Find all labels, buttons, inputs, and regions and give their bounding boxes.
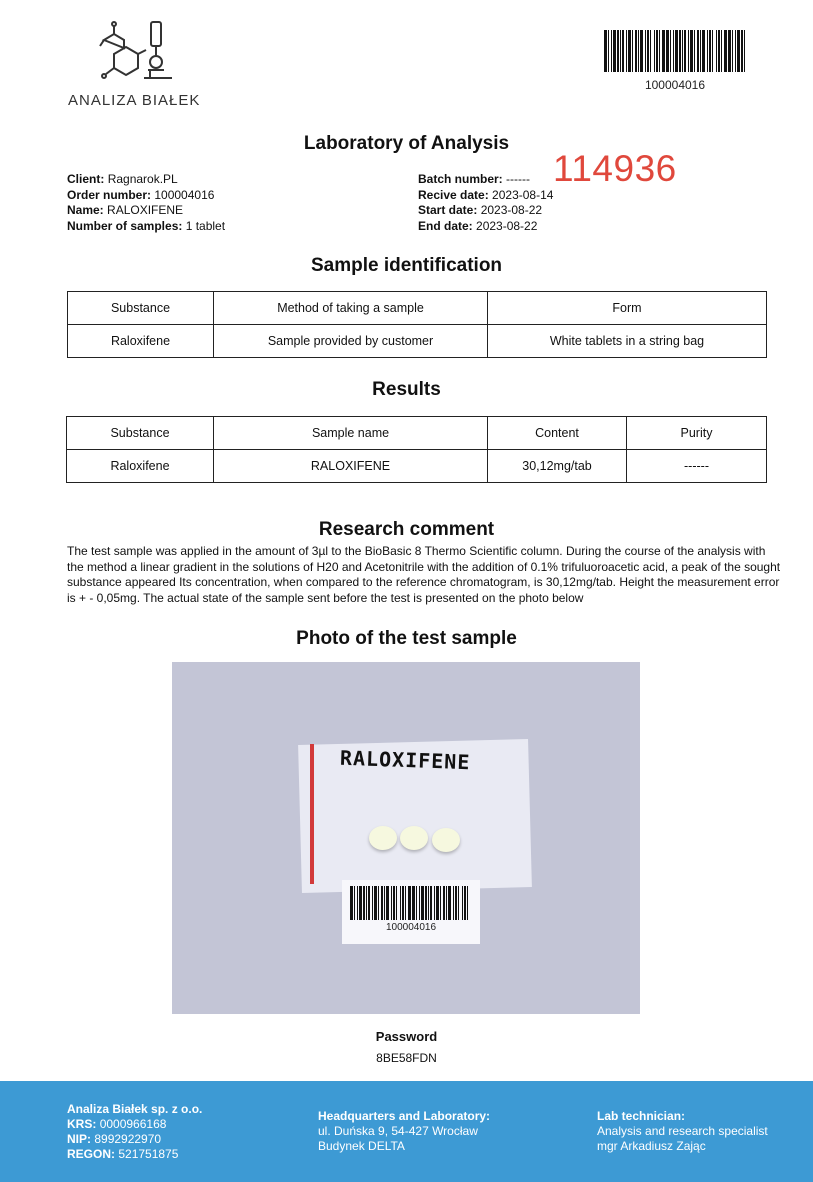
barcode-bar <box>462 886 463 920</box>
bag-seal-stripe <box>310 744 314 884</box>
table-cell: Raloxifene <box>67 450 214 483</box>
barcode-bar <box>632 30 633 72</box>
barcode-bar <box>366 886 367 920</box>
barcode-bar <box>372 886 373 920</box>
barcode-bar <box>350 886 353 920</box>
footer-technician: Lab technician: Analysis and research specialist mgr Arkadiusz Zając <box>597 1109 768 1153</box>
password-value: 8BE58FDN <box>376 1051 437 1065</box>
barcode-bar <box>428 886 429 920</box>
barcode-bar <box>357 886 358 920</box>
barcode-bar <box>396 886 397 920</box>
barcode-bar <box>690 30 693 72</box>
barcode-bar <box>712 30 713 72</box>
barcode-bar <box>724 30 727 72</box>
table-header-row <box>68 292 767 325</box>
barcode-bar <box>455 886 457 920</box>
barcode-bar <box>416 886 417 920</box>
barcode-bar <box>628 30 631 72</box>
barcode-bar <box>378 886 379 920</box>
table-header-cell: Substance <box>68 292 214 325</box>
barcode-bar <box>467 886 468 920</box>
barcode-bar <box>694 30 695 72</box>
table-header-cell: Form <box>488 292 767 325</box>
photo-barcode-label <box>342 880 480 944</box>
barcode-bar <box>458 886 459 920</box>
logo-text: ANALIZA BIAŁEK <box>68 92 201 109</box>
barcode-bar <box>707 30 708 72</box>
tablet <box>369 826 397 850</box>
end-date-value: 2023-08-22 <box>476 218 538 233</box>
barcode-bar <box>697 30 699 72</box>
barcode-bar <box>682 30 683 72</box>
barcode-bar <box>402 886 404 920</box>
barcode-number: 100004016 <box>644 78 706 92</box>
table-row <box>67 450 767 483</box>
samples-value: 1 tablet <box>185 218 226 233</box>
tablet <box>432 828 460 852</box>
barcode-bar <box>666 30 669 72</box>
barcode-bar <box>393 886 395 920</box>
photo-barcode-number: 100004016 <box>385 922 437 933</box>
table-header-cell: Sample name <box>214 417 488 450</box>
barcode-bar <box>741 30 743 72</box>
barcode-bar <box>650 30 651 72</box>
barcode-bar <box>656 30 658 72</box>
barcode-bar <box>688 30 689 72</box>
barcode-bar <box>675 30 678 72</box>
barcode-bar <box>626 30 627 72</box>
barcode-bar <box>670 30 671 72</box>
barcode-bar <box>363 886 365 920</box>
table-header-cell: Content <box>488 417 627 450</box>
barcode-bar <box>421 886 424 920</box>
barcode-bar <box>684 30 686 72</box>
barcode-bar <box>662 30 665 72</box>
password-label: Password <box>375 1029 438 1044</box>
name-value: RALOXIFENE <box>107 203 184 217</box>
barcode-bar <box>359 886 362 920</box>
sample-photo <box>172 662 640 1014</box>
barcode-bar <box>732 30 733 72</box>
barcode-bar <box>400 886 401 920</box>
barcode-bar <box>611 30 612 72</box>
barcode-bar <box>434 886 435 920</box>
barcode-bar <box>635 30 637 72</box>
barcode-bar <box>640 30 643 72</box>
table-header-cell: Purity <box>627 417 767 450</box>
barcode-bar <box>412 886 415 920</box>
batch-number-value: ------ <box>506 172 531 186</box>
footer <box>0 1081 813 1182</box>
barcode-icon <box>350 886 470 920</box>
barcode-bar <box>384 886 385 920</box>
barcode-bar <box>647 30 649 72</box>
barcode-bar <box>440 886 441 920</box>
table-header-cell: Method of taking a sample <box>214 292 488 325</box>
barcode-bar <box>464 886 466 920</box>
barcode-bar <box>645 30 646 72</box>
table-header-cell: Substance <box>67 417 214 450</box>
barcode-bar <box>448 886 451 920</box>
barcode-bar <box>679 30 681 72</box>
table-cell: RALOXIFENE <box>214 450 488 483</box>
barcode-bar <box>430 886 432 920</box>
footer-company: Analiza Białek sp. z o.o. KRS: 0000966168 NIP: 8992922970 REGON: 521751875 <box>67 1102 203 1161</box>
footer-headquarters: Headquarters and Laboratory: ul. Duńska 9, 54-427 Wrocław Budynek DELTA <box>318 1109 491 1153</box>
barcode-bar <box>604 30 607 72</box>
results-title: Results <box>372 379 441 400</box>
barcode-bar <box>354 886 355 920</box>
tablet <box>400 826 428 850</box>
start-date-value: 2023-08-22 <box>480 203 543 217</box>
barcode-bar <box>617 30 619 72</box>
barcode-bar <box>446 886 447 920</box>
barcode-bar <box>721 30 722 72</box>
barcode-bar <box>737 30 740 72</box>
table-cell: Raloxifene <box>68 325 214 358</box>
barcode-bar <box>374 886 377 920</box>
research-comment-text: The test sample was applied in the amount of 3µl to the BioBasic 8 Thermo Scientific column. During the course of the analysis with the method a linear gradient in the solutions of H20 and Acetonitrile with the addition of 0.1% trifuluoroacetic acid, a peak of the sought substance appeared Its concentration, when compared to the reference chromatogram, is 30,12mg/tab. Height the measurement error is + - 0,05mg. The actual state of the sample sent before the test is presented on the photo below <box>67 544 781 605</box>
barcode-bar <box>419 886 420 920</box>
barcode-bar <box>728 30 731 72</box>
barcode-bar <box>744 30 745 72</box>
sample-identification-title: Sample identification <box>310 255 503 276</box>
batch-number-stamp: 114936 <box>553 148 677 189</box>
barcode-bar <box>700 30 701 72</box>
batch-info: Batch number: ------ Recive date: 2023-08-14 Start date: 2023-08-22 End date: 2023-08-22 <box>418 172 554 233</box>
barcode-bar <box>368 886 370 920</box>
barcode-bar <box>638 30 639 72</box>
client-value: Ragnarok.PL <box>107 172 178 186</box>
barcode-bar <box>425 886 427 920</box>
table-cell: Sample provided by customer <box>214 325 488 358</box>
results-table <box>66 416 767 483</box>
sample-identification-table <box>67 291 767 358</box>
barcode-bar <box>673 30 674 72</box>
barcode-icon <box>604 30 746 72</box>
barcode-bar <box>709 30 711 72</box>
barcode-bar <box>436 886 439 920</box>
barcode-bar <box>453 886 454 920</box>
barcode-bar <box>718 30 720 72</box>
barcode-bar <box>381 886 383 920</box>
barcode-bar <box>443 886 445 920</box>
bag-handwritten-label: RALOXIFENE <box>339 745 471 775</box>
table-cell: 30,12mg/tab <box>488 450 627 483</box>
barcode-bar <box>702 30 705 72</box>
table-cell: ------ <box>627 450 767 483</box>
barcode-bar <box>622 30 624 72</box>
barcode-bar <box>391 886 392 920</box>
barcode-bar <box>654 30 655 72</box>
table-header-row <box>67 417 767 450</box>
barcode-bar <box>735 30 736 72</box>
barcode-bar <box>386 886 389 920</box>
barcode-bar <box>659 30 660 72</box>
barcode-bar <box>408 886 411 920</box>
barcode-bar <box>613 30 616 72</box>
page-title: Laboratory of Analysis <box>303 133 510 154</box>
barcode-bar <box>608 30 609 72</box>
barcode-bar <box>620 30 621 72</box>
order-number-value: 100004016 <box>154 187 215 202</box>
table-cell: White tablets in a string bag <box>488 325 767 358</box>
client-info: Client: Ragnarok.PL Order number: 100004016 Name: RALOXIFENE Number of samples: 1 tablet <box>67 172 226 233</box>
receive-date-value: 2023-08-14 <box>492 187 554 202</box>
barcode-bar <box>716 30 717 72</box>
table-row <box>68 325 767 358</box>
research-comment-title: Research comment <box>318 519 495 540</box>
photo-title: Photo of the test sample <box>296 628 517 649</box>
barcode-bar <box>405 886 406 920</box>
laboratory-logo-icon <box>96 18 178 88</box>
